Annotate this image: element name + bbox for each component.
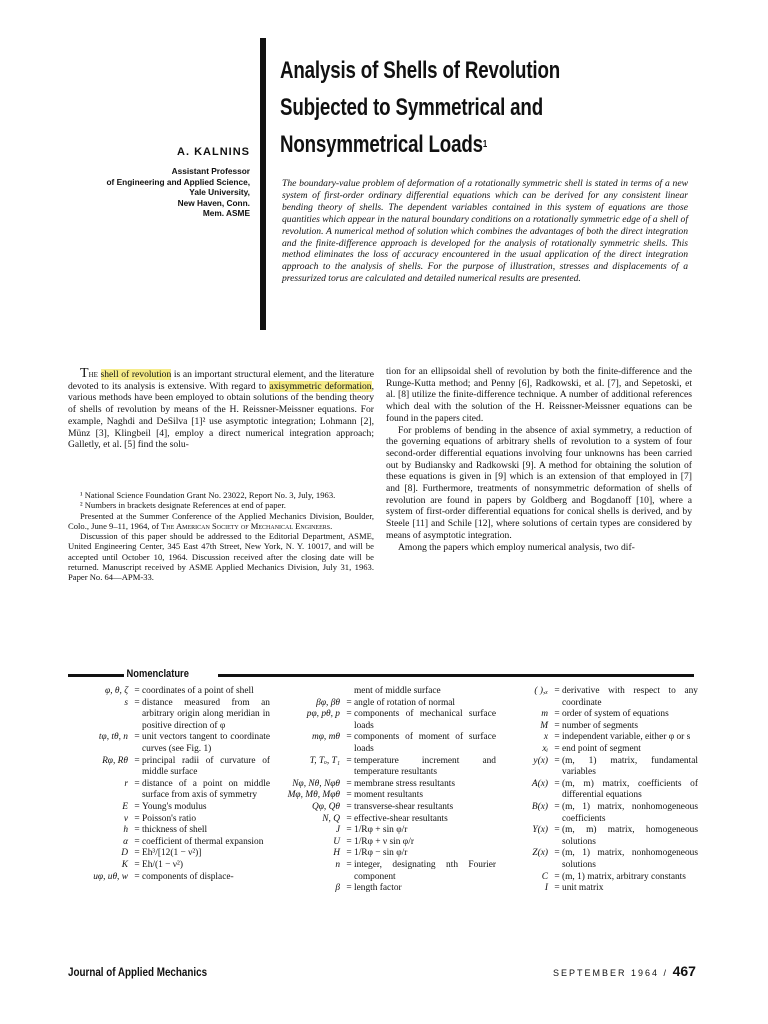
nomenclature-symbol: H xyxy=(333,848,340,859)
discussion-note: Discussion of this paper should be addressed to the Editorial Department, ASME, United Engineering Center, 345 East 47th Street, New York, N. Y. 10017, and will be accepted until October 10, 1964. Discussion received after the closing date will be returned. Manuscript received by ASME Applied Mechanics Division, July 31, 1963. Paper No. 64—APM-33. xyxy=(68,531,374,583)
nomenclature-entry xyxy=(60,848,270,860)
affiliation-line: New Haven, Conn. xyxy=(177,197,250,208)
nomenclature-definition: end point of segment xyxy=(562,743,641,754)
highlight-shell-of-revolution: shell of revolution xyxy=(100,369,172,380)
nomenclature-symbol: uφ, uθ, w xyxy=(93,871,128,882)
nomenclature-definition: independent variable, either φ or s xyxy=(562,732,691,743)
page-footer xyxy=(553,963,696,979)
equals-sign: = xyxy=(346,836,352,847)
equals-sign: = xyxy=(554,778,560,789)
nomenclature-definition: Eh³/[12(1 − ν²)] xyxy=(142,848,202,859)
equals-sign: = xyxy=(134,825,140,836)
equals-sign: = xyxy=(554,709,560,720)
body-text: , various methods have been employed to obtain solutions of the bending theory of shells of revolution by means of the H. Reissner-Meissner equations. For example, Naghdi and DeSilva [1]² use asymptotic integration; Lohmann [2], Münz [3], Klingbeil [4], employ a direct numerical integration approach; Galletly, et al. [5] find the solu- xyxy=(68,380,374,451)
nomenclature-definition: (m, 1) matrix, arbitrary constants xyxy=(562,871,686,882)
nomenclature-column-3 xyxy=(498,686,698,895)
equals-sign: = xyxy=(554,801,560,812)
equals-sign: = xyxy=(554,732,560,743)
author-affiliation xyxy=(60,166,250,219)
equals-sign: = xyxy=(134,801,140,812)
lead-word: he xyxy=(88,369,98,380)
nomenclature-entry xyxy=(272,686,496,698)
equals-sign: = xyxy=(554,883,560,894)
nomenclature-symbol: N, Q xyxy=(322,813,340,824)
nomenclature-definition: coordinates of a point of shell xyxy=(142,686,254,696)
nomenclature-entry xyxy=(498,825,698,848)
nomenclature-entry xyxy=(60,686,270,698)
nomenclature-symbol: φ, θ, ζ xyxy=(105,686,128,696)
nomenclature-symbol: Mφ, Mθ, Mφθ xyxy=(287,790,340,801)
nomenclature-entry xyxy=(272,825,496,837)
nomenclature-definition: (m, 1) matrix, nonhomogeneous coefficients xyxy=(562,801,698,824)
nomenclature-entry xyxy=(272,883,496,895)
nomenclature-symbol: y(x) xyxy=(533,755,548,766)
nomenclature-definition: Eh/(1 − ν²) xyxy=(142,859,183,870)
nomenclature-definition: 1/Rφ + ν sin φ/r xyxy=(354,836,414,847)
nomenclature-symbol: β xyxy=(335,883,340,894)
nomenclature-definition: components of displace- xyxy=(142,871,234,882)
nomenclature-symbol: α xyxy=(123,836,128,847)
nomenclature-definition: components of mechanical surface loads xyxy=(354,709,496,731)
intro-paragraph xyxy=(68,368,374,451)
nomenclature-definition: distance measured from an arbitrary origin along meridian in positive direction of φ xyxy=(142,697,270,731)
equals-sign: = xyxy=(134,871,140,882)
nomenclature-definition: angle of rotation of normal xyxy=(354,697,456,708)
equals-sign: = xyxy=(134,755,140,766)
author-name: A. KALNINS xyxy=(177,146,250,158)
nomenclature-definition: unit matrix xyxy=(562,883,604,894)
nomenclature-definition: integer, designating nth Fourier component xyxy=(354,859,496,882)
nomenclature-symbol: x xyxy=(543,732,548,743)
nomenclature-definition: transverse-shear resultants xyxy=(354,801,454,812)
footnote-2: ² Numbers in brackets designate References at end of paper. xyxy=(80,500,286,511)
abstract: The boundary-value problem of deformation of a rotationally symmetric shell is stated in terms of a new system of first-order ordinary differential equations which can be derived for any consistent linear bending theory of shells. The dependent variables contained in this system of equations are those quantities which appear in the natural boundary conditions on a rotationally symmetric edge of a shell of revolution. A numerical method of solution which combines the advantages of both the direct integration and the finite-difference approach is developed for the analysis of rotationally symmetric shells. This method eliminates the loss of accuracy encountered in the usual application of the direct integration approach to the analysis of shells. For the purpose of illustration, stresses and displacements of a pressurized torus are calculated and detailed numerical results are presented. xyxy=(282,178,688,285)
nomenclature-symbol: Nφ, Nθ, Nφθ xyxy=(292,778,340,789)
equals-sign: = xyxy=(134,859,140,870)
equals-sign: = xyxy=(134,848,140,859)
nomenclature-rule-right xyxy=(218,674,694,677)
nomenclature-entry xyxy=(498,709,698,721)
nomenclature-entry xyxy=(498,744,698,756)
nomenclature-entry xyxy=(272,756,496,779)
nomenclature-entry xyxy=(60,860,270,872)
equals-sign: = xyxy=(554,871,560,882)
nomenclature-entry xyxy=(498,883,698,895)
title-footnote-mark: 1 xyxy=(482,139,488,150)
presented-note xyxy=(68,511,374,532)
nomenclature-symbol: tφ, tθ, n xyxy=(98,732,128,743)
nomenclature-entry xyxy=(60,814,270,826)
nomenclature-symbol: βφ, βθ xyxy=(316,697,340,708)
nomenclature-definition: temperature increment and temperature resultants xyxy=(354,755,496,778)
nomenclature-symbol: ν xyxy=(123,813,128,824)
nomenclature-symbol: s xyxy=(124,697,128,708)
nomenclature-entry xyxy=(498,732,698,744)
nomenclature-entry xyxy=(272,802,496,814)
nomenclature-symbol: K xyxy=(121,859,128,870)
nomenclature-definition: order of system of equations xyxy=(562,709,669,720)
equals-sign: = xyxy=(554,720,560,731)
nomenclature-definition: unit vectors tangent to coordinate curves (see Fig. 1) xyxy=(142,732,270,754)
drop-cap: T xyxy=(80,366,89,381)
nomenclature-entry xyxy=(272,860,496,883)
nomenclature-definition: number of segments xyxy=(562,720,639,731)
body-right-column xyxy=(386,366,692,553)
affiliation-line: Yale University, xyxy=(189,187,250,197)
nomenclature-definition: (m, m) matrix, coefficients of differential equations xyxy=(562,778,698,801)
title-line: Subjected to Symmetrical and xyxy=(280,94,543,121)
nomenclature-entry xyxy=(498,721,698,733)
equals-sign: = xyxy=(554,825,560,836)
title-line: Analysis of Shells of Revolution xyxy=(280,57,561,84)
title-line xyxy=(280,126,608,163)
nomenclature-entry xyxy=(498,848,698,871)
nomenclature-symbol: Z(x) xyxy=(532,848,548,859)
equals-sign: = xyxy=(346,813,352,824)
nomenclature-entry xyxy=(498,779,698,802)
nomenclature-entry xyxy=(60,802,270,814)
equals-sign: = xyxy=(346,755,352,766)
body-left-column xyxy=(68,368,374,451)
nomenclature-entry xyxy=(272,709,496,732)
nomenclature-definition: components of moment of surface loads xyxy=(354,732,496,754)
nomenclature-entry xyxy=(272,814,496,826)
affiliation-line: Assistant Professor xyxy=(171,166,250,176)
nomenclature-symbol: U xyxy=(333,836,340,847)
equals-sign: = xyxy=(134,686,140,696)
journal-name: Journal of Applied Mechanics xyxy=(68,965,208,979)
nomenclature-rule-left xyxy=(68,674,128,677)
nomenclature-symbol: Y(x) xyxy=(532,825,548,836)
nomenclature-definition: derivative with respect to any coordinate xyxy=(562,686,698,708)
nomenclature-entry xyxy=(272,848,496,860)
equals-sign: = xyxy=(346,778,352,789)
equals-sign: = xyxy=(134,697,140,708)
title-rule xyxy=(260,38,266,330)
nomenclature-entry xyxy=(60,732,270,755)
affiliation-line: of Engineering and Applied Science, xyxy=(106,176,250,187)
nomenclature-entry xyxy=(498,872,698,884)
equals-sign: = xyxy=(346,859,352,870)
highlight-axisymmetric-deformation: axisymmetric deformation xyxy=(269,380,372,392)
nomenclature-definition: membrane stress resultants xyxy=(354,778,456,789)
nomenclature-entry xyxy=(60,837,270,849)
nomenclature-definition: coefficient of thermal expansion xyxy=(142,836,264,847)
nomenclature-symbol: ( ),ₓ xyxy=(534,686,548,696)
nomenclature-symbol: xᵢ xyxy=(542,743,548,754)
nomenclature-definition: distance of a point on middle surface from axis of symmetry xyxy=(142,778,270,801)
nomenclature-entry xyxy=(60,825,270,837)
equals-sign: = xyxy=(134,836,140,847)
nomenclature-definition: ment of middle surface xyxy=(354,686,441,696)
equals-sign: = xyxy=(346,697,352,708)
equals-sign: = xyxy=(134,813,140,824)
nomenclature-definition: principal radii of curvature of middle surface xyxy=(142,755,270,778)
equals-sign: = xyxy=(134,732,140,743)
equals-sign: = xyxy=(346,825,352,836)
nomenclature-symbol: A(x) xyxy=(531,778,548,789)
nomenclature-heading: Nomenclature xyxy=(124,668,191,680)
nomenclature-entry xyxy=(272,837,496,849)
equals-sign: = xyxy=(346,801,352,812)
nomenclature-definition: 1/Rφ − sin φ/r xyxy=(354,848,408,859)
nomenclature-symbol: C xyxy=(541,871,548,882)
nomenclature-symbol: J xyxy=(335,825,340,836)
paragraph: Among the papers which employ numerical analysis, two dif- xyxy=(398,541,635,553)
nomenclature-entry xyxy=(498,756,698,779)
paragraph: For problems of bending in the absence of axial symmetry, a reduction of the governing equations of arbitrary shells of revolution to a system of four second-order differential equations involving four unknowns has been carried out by Budiansky and Radkowski [9]. A method for obtaining the solution of these equations is given in [9] which is an extension of that employed in [7] and [8]. Furthermore, treatments of nonsymmetric deformation of shells of revolution are found in papers by Goldberg and Bogdanoff [10], where a system of first-order differential equations for conical shells is derived, and by Steele [11] and Schile [12], where solutions of certain types are considered by means of asymptotic integration. xyxy=(386,424,692,541)
nomenclature-entry xyxy=(60,779,270,802)
nomenclature-definition: 1/Rφ + sin φ/r xyxy=(354,825,408,836)
equals-sign: = xyxy=(554,686,560,696)
nomenclature-definition: thickness of shell xyxy=(142,825,208,836)
nomenclature-entry xyxy=(498,802,698,825)
nomenclature-definition: Poisson's ratio xyxy=(142,813,197,824)
nomenclature-list xyxy=(272,698,496,895)
equals-sign: = xyxy=(554,848,560,859)
presented-end: . xyxy=(330,520,333,531)
equals-sign: = xyxy=(346,790,352,801)
nomenclature-definition: length factor xyxy=(354,883,402,894)
nomenclature-definition: (m, 1) matrix, fundamental variables xyxy=(562,755,698,778)
nomenclature-symbol: I xyxy=(544,883,548,894)
nomenclature-symbol: pφ, pθ, p xyxy=(306,709,340,720)
title-line-text: Nonsymmetrical Loads xyxy=(280,131,483,158)
equals-sign: = xyxy=(346,709,352,720)
equals-sign: = xyxy=(346,848,352,859)
nomenclature-symbol: B(x) xyxy=(531,801,548,812)
footnotes xyxy=(68,490,374,583)
paragraph: tion for an ellipsoidal shell of revolution by both the finite-difference and the Runge-Kutta method; and Penny [6], Radkowski, et al. [7], and Sepetoski, et al. [8] utilize the finite-difference technique. A number of additional references which deal with the solution of the H. Reissner-Meissner equations can be found in the papers cited. xyxy=(386,366,692,424)
nomenclature-symbol: m xyxy=(541,709,548,720)
society-name: The American Society of Mechanical Engineers xyxy=(161,520,331,531)
nomenclature-definition: Young's modulus xyxy=(142,801,207,812)
page-number: 467 xyxy=(672,963,696,979)
nomenclature-symbol: Rφ, Rθ xyxy=(102,755,128,766)
equals-sign: = xyxy=(554,755,560,766)
nomenclature-entry xyxy=(272,698,496,710)
equals-sign: = xyxy=(346,883,352,894)
nomenclature-symbol: M xyxy=(540,720,548,731)
equals-sign: = xyxy=(134,778,140,789)
paper-title xyxy=(280,52,608,163)
nomenclature-symbol: E xyxy=(122,801,128,812)
nomenclature-entry xyxy=(272,779,496,791)
footnote-1: ¹ National Science Foundation Grant No. 23022, Report No. 3, July, 1963. xyxy=(80,490,336,500)
nomenclature-column-1 xyxy=(60,686,270,883)
nomenclature-symbol: Qφ, Qθ xyxy=(311,801,340,812)
equals-sign: = xyxy=(346,732,352,743)
nomenclature-symbol: h xyxy=(123,825,128,836)
nomenclature-entry xyxy=(60,698,270,733)
nomenclature-definition: (m, m) matrix, homogeneous solutions xyxy=(562,825,698,847)
nomenclature-definition: effective-shear resultants xyxy=(354,813,448,824)
presented-text: Presented at the Summer Conference of the Applied Mechanics Division, Boulder, Colo., June 9–11, 1964, of xyxy=(68,510,374,531)
nomenclature-entry xyxy=(498,686,698,709)
nomenclature-symbol: mφ, mθ xyxy=(311,732,340,743)
nomenclature-symbol: T, Tₒ, T₁ xyxy=(309,755,340,766)
nomenclature-entry xyxy=(272,790,496,802)
author-block xyxy=(60,146,250,219)
nomenclature-definition: moment resultants xyxy=(354,790,423,801)
affiliation-line: Mem. ASME xyxy=(202,208,250,218)
issue-date: SEPTEMBER 1964 / xyxy=(553,968,669,978)
nomenclature-entry xyxy=(60,756,270,779)
nomenclature-definition: (m, 1) matrix, nonhomogeneous solutions xyxy=(562,848,698,870)
nomenclature-entry xyxy=(60,872,270,884)
nomenclature-entry xyxy=(272,732,496,755)
nomenclature-column-2 xyxy=(272,686,496,895)
equals-sign: = xyxy=(554,743,560,754)
nomenclature-symbol: D xyxy=(121,848,128,859)
nomenclature-symbol: n xyxy=(335,859,340,870)
body-text: is an important structural element, and the literature devoted to its analysis is extensive. With regard to xyxy=(68,369,374,392)
nomenclature-header xyxy=(68,668,694,682)
nomenclature-symbol: r xyxy=(124,778,128,789)
